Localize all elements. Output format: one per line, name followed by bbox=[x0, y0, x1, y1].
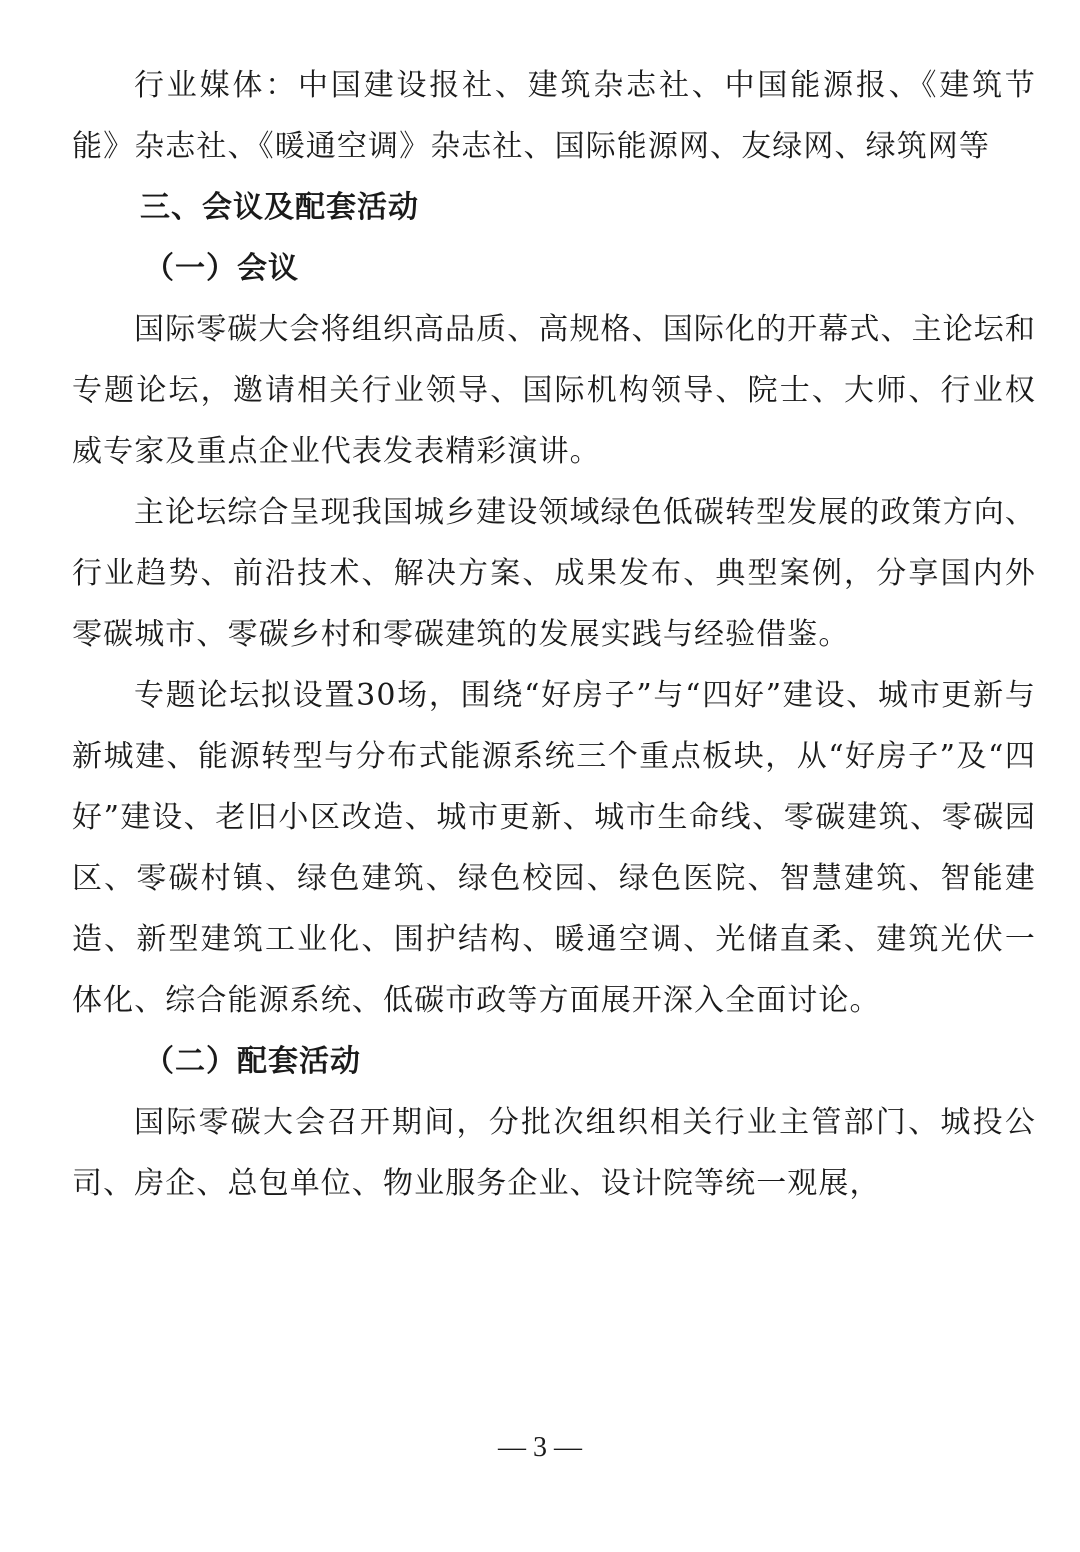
subheading-meetings: （一）会议 bbox=[144, 251, 299, 286]
section-heading-meetings-activities: 三、会议及配套活动 bbox=[140, 190, 419, 225]
paragraph-main-forum: 主论坛综合呈现我国城乡建设领域绿色低碳转型发展的政策方向、行业趋势、前沿技术、解决方案、成果发布、典型案例，分享国内外零碳城市、零碳乡村和零碳建筑的发展实践与经验借鉴。 bbox=[72, 495, 1036, 652]
paragraph-conference-overview: 国际零碳大会将组织高品质、高规格、国际化的开幕式、主论坛和专题论坛，邀请相关行业领导、国际机构领导、院士、大师、行业权威专家及重点企业代表发表精彩演讲。 bbox=[72, 312, 1036, 469]
paragraph-supporting-activities: 国际零碳大会召开期间，分批次组织相关行业主管部门、城投公司、房企、总包单位、物业服务企业、设计院等统一观展， bbox=[72, 1105, 1036, 1201]
subheading-supporting-activities: （二）配套活动 bbox=[144, 1044, 361, 1079]
paragraph-industry-media: 行业媒体：中国建设报社、建筑杂志社、中国能源报、《建筑节能》杂志社、《暖通空调》杂志社、国际能源网、友绿网、绿筑网等 bbox=[72, 68, 1036, 164]
document-page bbox=[72, 55, 1036, 1214]
paragraph-thematic-forums: 专题论坛拟设置30场，围绕“好房子”与“四好”建设、城市更新与新城建、能源转型与分布式能源系统三个重点板块，从“好房子”及“四好”建设、老旧小区改造、城市更新、城市生命线、零碳建筑、零碳园区、零碳村镇、绿色建筑、绿色校园、绿色医院、智慧建筑、智能建造、新型建筑工业化、围护结构、暖通空调、光储直柔、建筑光伏一体化、综合能源系统、低碳市政等方面展开深入全面讨论。 bbox=[72, 678, 1036, 1018]
page-number: — 3 — bbox=[498, 1432, 582, 1463]
